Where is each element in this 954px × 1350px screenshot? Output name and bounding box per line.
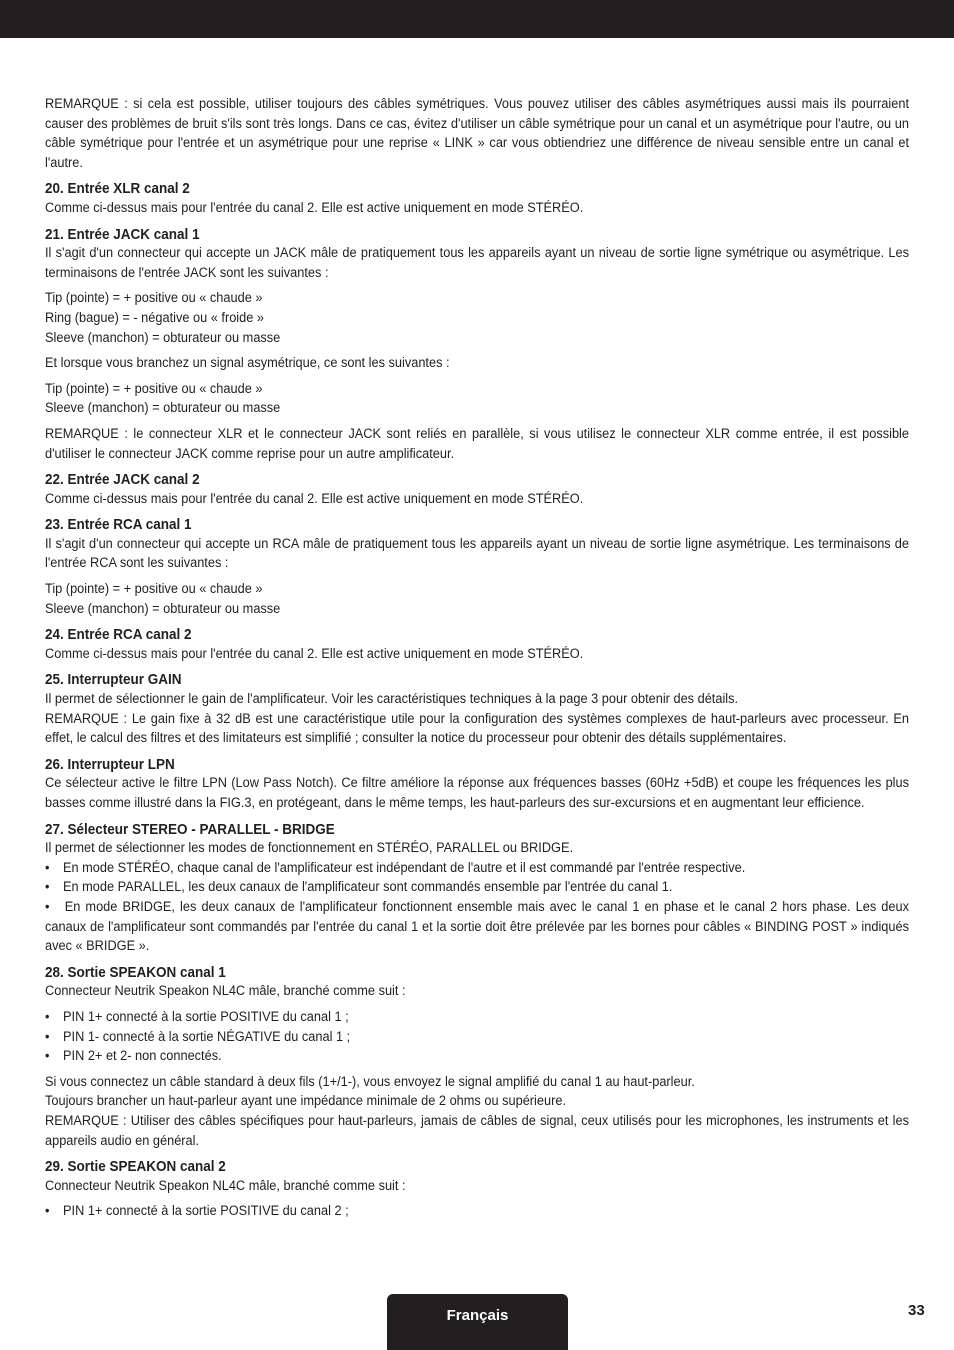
list-item: • PIN 1+ connecté à la sortie POSITIVE du canal 2 ; [45, 1202, 909, 1222]
bullet: • [45, 898, 50, 915]
language-tab: Français [387, 1294, 568, 1350]
bullet: • [45, 1048, 50, 1065]
list-item: • PIN 1- connecté à la sortie NÉGATIVE du canal 1 ; [45, 1028, 909, 1048]
section-21-tip: Tip (pointe) = + positive ou « chaude » [45, 290, 263, 307]
section-21-ring: Ring (bague) = - négative ou « froide » [45, 309, 264, 326]
list-item: • PIN 1+ connecté à la sortie POSITIVE du canal 1 ; [45, 1008, 909, 1028]
section-20-text: Comme ci-dessus mais pour l'entrée du canal 2. Elle est active uniquement en mode STÉRÉO. [45, 199, 584, 216]
section-25-title: 25. Interrupteur GAIN [45, 671, 182, 689]
section-21-unbal: Et lorsque vous branchez un signal asymétrique, ce sont les suivantes : [45, 355, 450, 372]
section-27-text: Il permet de sélectionner les modes de fonctionnement en STÉRÉO, PARALLEL ou BRIDGE. [45, 840, 574, 857]
section-28-text: Connecteur Neutrik Speakon NL4C mâle, branché comme suit : [45, 983, 406, 1000]
section-23-title: 23. Entrée RCA canal 1 [45, 516, 192, 534]
section-29-title: 29. Sortie SPEAKON canal 2 [45, 1158, 226, 1176]
section-28-p2: Toujours brancher un haut-parleur ayant une impédance minimale de 2 ohms ou supérieure. [45, 1093, 566, 1110]
section-21-text: Il s'agit d'un connecteur qui accepte un JACK mâle de pratiquement tous les appareils ayant un niveau de sortie ligne symétrique ou asymétrique. Les terminaisons de l'entrée JACK sont les suivantes : [45, 245, 909, 281]
bullet: • [45, 859, 50, 876]
bullet: • [45, 879, 50, 896]
section-28-p1: Si vous connectez un câble standard à deux fils (1+/1-), vous envoyez le signal amplifié du canal 1 au haut-parleur. [45, 1073, 695, 1090]
list-item: • En mode BRIDGE, les deux canaux de l'amplificateur fonctionnent ensemble mais avec le canal 1 en phase et le canal 2 hors phase. Les deux canaux de l'amplificateur sont commandés par l'entrée du canal 1 et la sortie doit être prélevée par les bornes pour câbles « BINDING POST » indiqués avec « BRIDGE ». [45, 898, 909, 955]
section-28-title: 28. Sortie SPEAKON canal 1 [45, 963, 226, 981]
list-item: • PIN 2+ et 2- non connectés. [45, 1047, 909, 1067]
section-29-text: Connecteur Neutrik Speakon NL4C mâle, branché comme suit : [45, 1177, 406, 1194]
bullet: • [45, 1008, 50, 1025]
section-20-title: 20. Entrée XLR canal 2 [45, 180, 190, 198]
section-23-text: Il s'agit d'un connecteur qui accepte un RCA mâle de pratiquement tous les appareils ayant un niveau de sortie ligne asymétrique. Les terminaisons de l'entrée RCA sont les suivantes : [45, 535, 909, 572]
section-21-title: 21. Entrée JACK canal 1 [45, 225, 200, 243]
top-bar [0, 0, 954, 38]
list-item: • En mode STÉRÉO, chaque canal de l'amplificateur est indépendant de l'autre et il est commandé par l'entrée respective. [45, 859, 909, 879]
section-22-text: Comme ci-dessus mais pour l'entrée du canal 2. Elle est active uniquement en mode STÉRÉO. [45, 490, 584, 507]
bullet: • [45, 1028, 50, 1045]
section-28-note: REMARQUE : Utiliser des câbles spécifiques pour haut-parleurs, jamais de câbles de signal, ceux utilisés pour les microphones, les instruments et les appareils audio en général. [45, 1112, 909, 1149]
section-26-title: 26. Interrupteur LPN [45, 755, 175, 773]
section-25-note: REMARQUE : Le gain fixe à 32 dB est une caractéristique utile pour la configuration des systèmes complexes de haut-parleurs avec processeur. En effet, le calcul des filtres et des limitateurs est simplifié ; consulter la notice du processeur pour obtenir des détails supplémentaires. [45, 710, 909, 747]
section-25-text: Il permet de sélectionner le gain de l'amplificateur. Voir les caractéristiques techniques à la page 3 pour obtenir des détails. [45, 691, 739, 708]
section-23-sleeve: Sleeve (manchon) = obturateur ou masse [45, 600, 281, 617]
intro-note: REMARQUE : si cela est possible, utiliser toujours des câbles symétriques. Vous pouvez utiliser des câbles asymétriques aussi mais ils pourraient causer des problèmes de bruit s'ils sont très longs. Dans ce cas, évitez d'utiliser un câble symétrique pour un canal et un asymétrique pour l'autre, ou un câble symétrique pour l'entrée et un asymétrique pour une reprise « LINK » car vous obtiendriez une différence de niveau sensible entre un canal et l'autre. [45, 96, 909, 171]
section-21-tip2: Tip (pointe) = + positive ou « chaude » [45, 380, 263, 397]
section-27-title: 27. Sélecteur STEREO - PARALLEL - BRIDGE [45, 820, 335, 838]
bullet: • [45, 1203, 50, 1220]
section-26-text: Ce sélecteur active le filtre LPN (Low Pass Notch). Ce filtre améliore la réponse aux fréquences basses (60Hz +5dB) et coupe les fréquences les plus basses comme illustré dans la FIG.3, en protégeant, dans le même temps, les haut-parleurs des sur-excursions et en augmentant leur efficience. [45, 775, 909, 811]
section-21-note: REMARQUE : le connecteur XLR et le connecteur JACK sont reliés en parallèle, si vous utilisez le connecteur XLR comme entrée, il est possible d'utiliser le connecteur JACK comme reprise pour un autre amplificateur. [45, 425, 909, 462]
section-22-title: 22. Entrée JACK canal 2 [45, 471, 200, 489]
page-number: 33 [908, 1302, 925, 1319]
document-body [45, 95, 909, 1222]
section-24-text: Comme ci-dessus mais pour l'entrée du canal 2. Elle est active uniquement en mode STÉRÉO. [45, 645, 584, 662]
list-item: • En mode PARALLEL, les deux canaux de l'amplificateur sont commandés ensemble par l'entrée du canal 1. [45, 878, 909, 898]
section-21-sleeve2: Sleeve (manchon) = obturateur ou masse [45, 400, 281, 417]
section-23-tip: Tip (pointe) = + positive ou « chaude » [45, 581, 263, 598]
section-24-title: 24. Entrée RCA canal 2 [45, 626, 192, 644]
section-21-sleeve: Sleeve (manchon) = obturateur ou masse [45, 329, 281, 346]
